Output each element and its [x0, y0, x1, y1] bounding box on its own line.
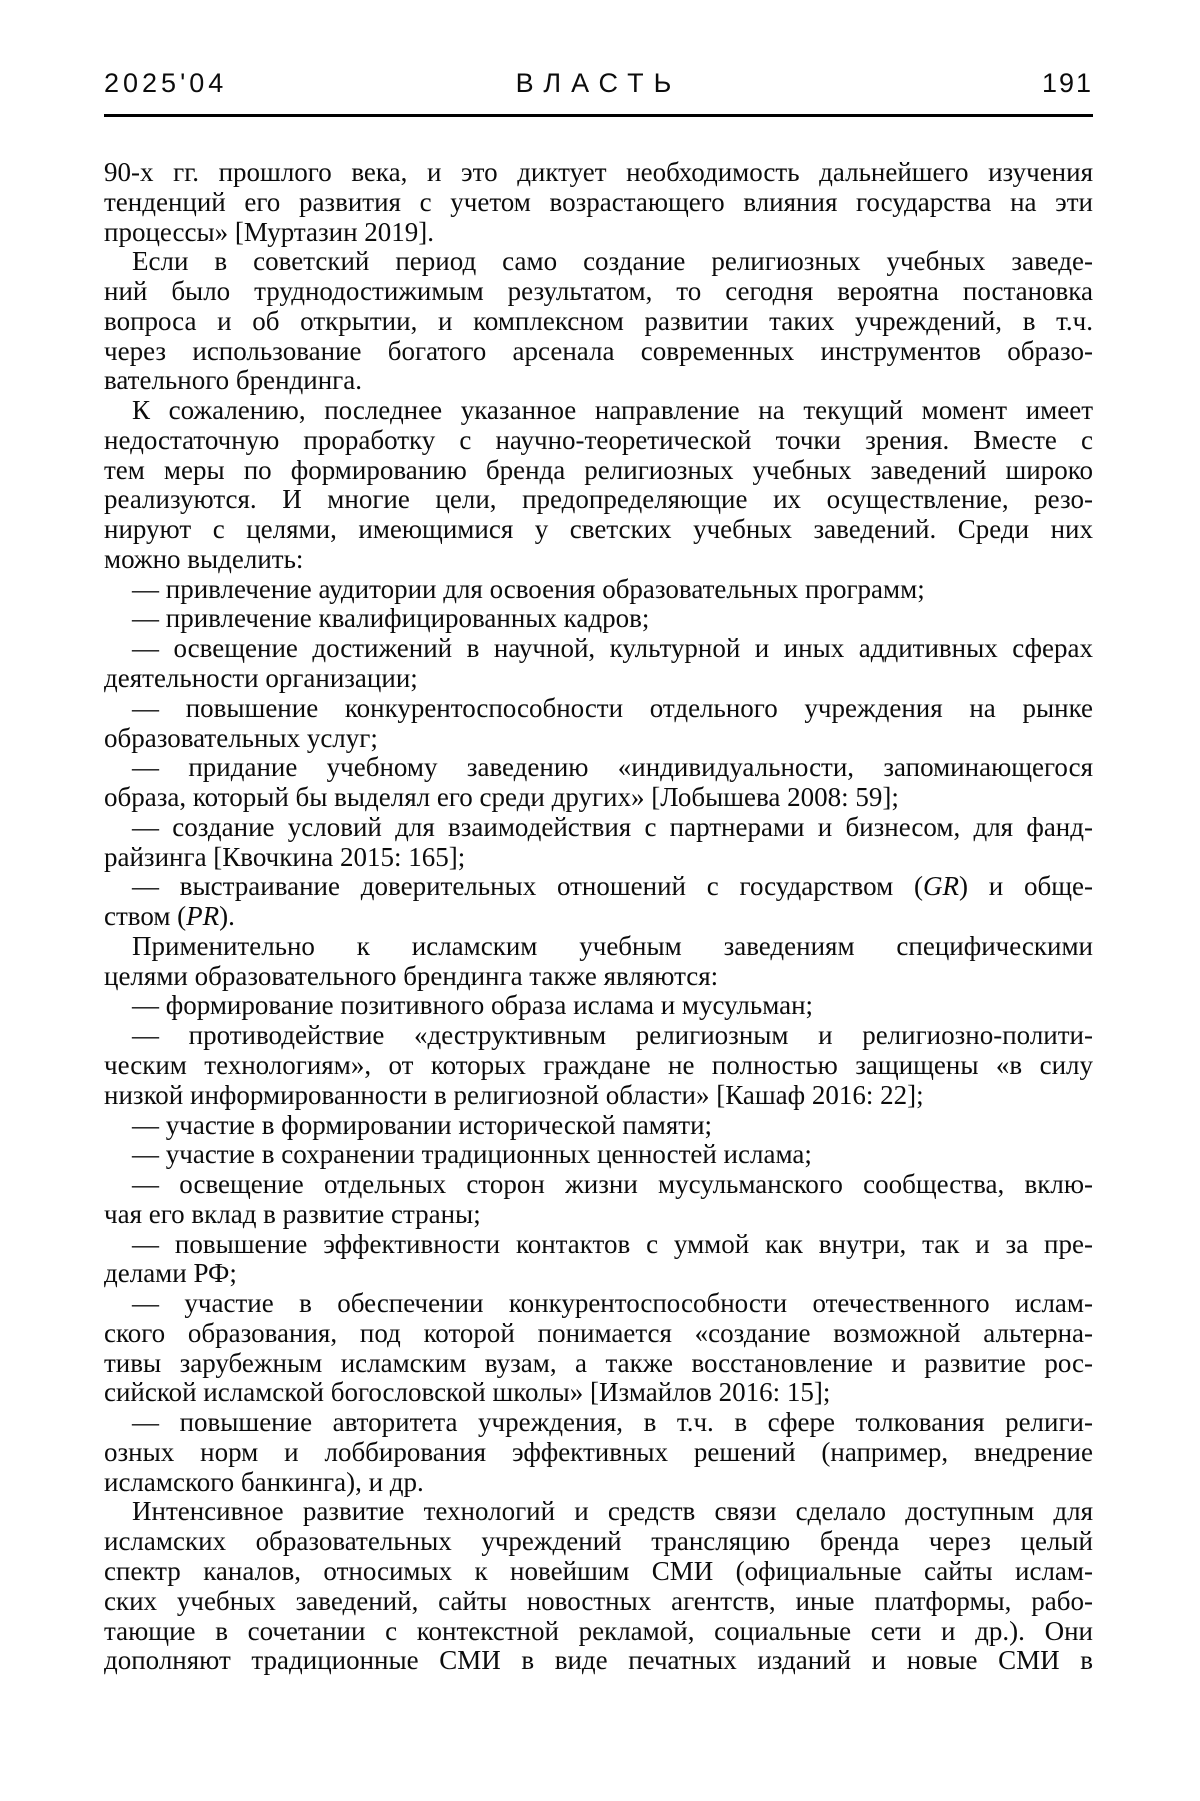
text-line: тем меры по формированию бренда религиозных учебных заведений широко [104, 454, 1093, 485]
text-line: райзинга [Квочкина 2015: 165]; [104, 841, 466, 872]
text-line: — повышение авторитета учреждения, в т.ч. в сфере толкования религи- [132, 1407, 1093, 1438]
text-line: исламского банкинга), и др. [104, 1466, 424, 1497]
text-line: целями образовательного брендинга также являются: [104, 960, 719, 991]
text-line: 90-х гг. прошлого века, и это диктует необходимость дальнейшего изучения [104, 157, 1093, 187]
text-line: недостаточную проработку с научно-теоретической точки зрения. Вместе с [104, 424, 1093, 455]
text-line: сийской исламской богословской школы» [Измайлов 2016: 15]; [104, 1377, 831, 1408]
text-line: тивы зарубежным исламским вузам, а также восстановление и развитие рос- [104, 1347, 1093, 1378]
text-line: — выстраивание доверительных отношений с государством (GR) и обще- [132, 871, 1093, 902]
text-line: исламских образовательных учреждений трансляцию бренда через целый [104, 1526, 1093, 1557]
text-line: — формирование позитивного образа ислама и мусульман; [132, 990, 814, 1021]
text-line: — участие в обеспечении конкурентоспособности отечественного ислам- [132, 1288, 1093, 1319]
text-line: — повышение эффективности контактов с уммой как внутри, так и за пре- [132, 1228, 1093, 1259]
text-line: реализуются. И многие цели, предопределяющие их осуществление, резо- [104, 484, 1093, 515]
text-line: — освещение достижений в научной, культурной и иных аддитивных сферах [132, 633, 1093, 664]
text-line: деятельности организации; [104, 663, 418, 694]
text-line: ческим технологиям», от которых граждане не полностью защищены «в силу [104, 1049, 1093, 1080]
text-line: ством (PR). [104, 901, 235, 932]
text-line: нируют с целями, имеющимися у светских учебных заведений. Среди них [104, 514, 1093, 545]
text-line: вательного брендинга. [104, 365, 362, 396]
text-line: ского образования, под которой понимается «создание возможной альтерна- [104, 1317, 1093, 1348]
text-line: Если в советский период само создание религиозных учебных заведе- [132, 246, 1093, 277]
text-line: можно выделить: [104, 543, 304, 574]
text-line: ских учебных заведений, сайты новостных агентств, иные платформы, рабо- [104, 1585, 1093, 1616]
text-line: — противодействие «деструктивным религиозным и религиозно-полити- [132, 1020, 1093, 1051]
text-line: — привлечение квалифицированных кадров; [132, 603, 650, 634]
header-rule [104, 114, 1093, 117]
text-line: Интенсивное развитие технологий и средств связи сделало доступным для [132, 1496, 1093, 1527]
running-head [104, 68, 1093, 108]
text-line: дополняют традиционные СМИ в виде печатных изданий и новые СМИ в [104, 1645, 1093, 1676]
text-line: образовательных услуг; [104, 722, 378, 753]
text-line: — придание учебному заведению «индивидуальности, запоминающегося [132, 752, 1093, 783]
article-body [104, 158, 1093, 1676]
text-line: ний было труднодостижимым результатом, то сегодня вероятна постановка [104, 276, 1093, 307]
text-line: К сожалению, последнее указанное направление на текущий момент имеет [132, 395, 1093, 426]
text-line: — освещение отдельных сторон жизни мусульманского сообщества, вклю- [132, 1169, 1093, 1200]
text-line: вопроса и об открытии, и комплексном развитии таких учреждений, в т.ч. [104, 305, 1093, 336]
text-line: — участие в формировании исторической памяти; [132, 1109, 713, 1140]
text-line: процессы» [Муртазин 2019]. [104, 216, 435, 247]
text-line: чая его вклад в развитие страны; [104, 1198, 481, 1229]
text-line: озных норм и лоббирования эффективных решений (например, внедрение [104, 1436, 1093, 1467]
text-line: тенденций его развития с учетом возрастающего влияния государства на эти [104, 186, 1093, 217]
text-line: образа, который бы выделял его среди других» [Лобышева 2008: 59]; [104, 782, 899, 813]
issue-number: 2025'04 [104, 68, 228, 98]
text-line: низкой информированности в религиозной области» [Кашаф 2016: 22]; [104, 1079, 924, 1110]
text-line: — привлечение аудитории для освоения образовательных программ; [132, 573, 925, 604]
page-number: 191 [1041, 68, 1093, 98]
text-line: спектр каналов, относимых к новейшим СМИ (официальные сайты ислам- [104, 1555, 1093, 1586]
text-line: — повышение конкурентоспособности отдельного учреждения на рынке [132, 692, 1093, 723]
text-line: тающие в сочетании с контекстной рекламой, социальные сети и др.). Они [104, 1615, 1093, 1646]
text-line: — создание условий для взаимодействия с партнерами и бизнесом, для фанд- [132, 811, 1093, 842]
text-line: делами РФ; [104, 1258, 237, 1289]
text-line: через использование богатого арсенала современных инструментов образо- [104, 335, 1093, 366]
journal-title: ВЛАСТЬ [515, 68, 682, 98]
text-line: — участие в сохранении традиционных ценностей ислама; [132, 1139, 812, 1170]
text-line: Применительно к исламским учебным заведениям специфическими [132, 930, 1093, 961]
